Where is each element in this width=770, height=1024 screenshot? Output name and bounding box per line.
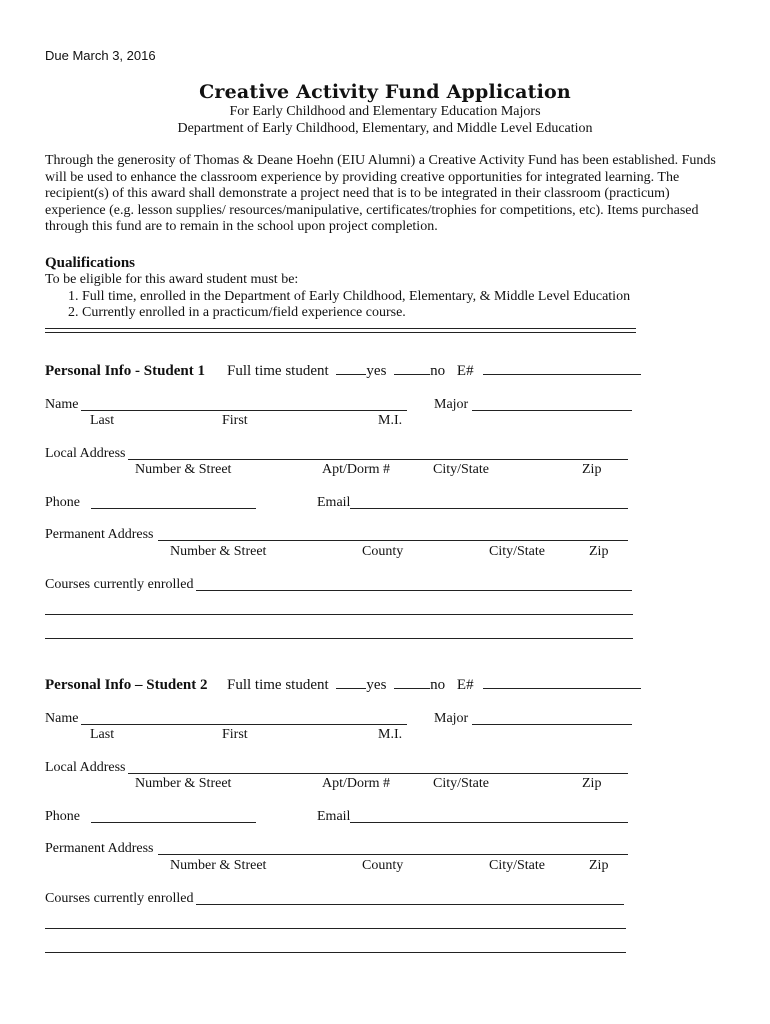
qualifications-heading: Qualifications [45,255,136,271]
e-number-field[interactable] [483,677,641,689]
full-time-label: Full time student [227,363,329,379]
last-caption: Last [90,413,115,428]
permanent-address-label: Permanent Address [45,841,154,856]
apt-caption: Apt/Dorm # [322,776,391,791]
subtitle-department: Department of Early Childhood, Elementary, and Middle Level Education [177,121,593,136]
full-time-label: Full time student [227,677,329,693]
full-time-yes-field[interactable] [336,363,366,375]
subtitle-majors: For Early Childhood and Elementary Education Majors [229,104,541,119]
local-address-label: Local Address [45,446,126,461]
number-street-caption: Number & Street [135,462,232,477]
email-field[interactable] [350,508,628,509]
local-address-field[interactable] [128,459,628,460]
major-label: Major [434,397,469,412]
phone-field[interactable] [91,508,256,509]
courses-label: Courses currently enrolled [45,891,194,906]
city-state-caption: City/State [489,544,545,559]
first-caption: First [222,727,248,742]
phone-label: Phone [45,495,80,510]
county-caption: County [362,858,404,873]
courses-field-line-2[interactable] [45,614,633,615]
major-field[interactable] [472,724,632,725]
e-number-label: E# [456,363,474,379]
local-address-field[interactable] [128,773,628,774]
name-field[interactable] [81,724,407,725]
phone-label: Phone [45,809,80,824]
courses-field-line-2[interactable] [45,928,626,929]
permanent-address-field[interactable] [158,540,628,541]
zip-caption: Zip [582,776,602,791]
zip-caption: Zip [589,858,609,873]
qualifications-lead: To be eligible for this award student must be: [45,272,299,287]
city-state-caption: City/State [489,858,545,873]
email-label: Email [317,495,351,510]
page-title: Creative Activity Fund Application [199,81,571,103]
number-street-caption: Number & Street [170,858,267,873]
full-time-row [227,677,641,694]
city-state-caption: City/State [433,776,489,791]
name-label: Name [45,711,79,726]
mi-caption: M.I. [378,413,403,428]
no-label: no [430,363,446,379]
courses-field-line-3[interactable] [45,952,626,953]
full-time-no-field[interactable] [394,363,430,375]
apt-caption: Apt/Dorm # [322,462,391,477]
local-address-label: Local Address [45,760,126,775]
email-label: Email [317,809,351,824]
name-label: Name [45,397,79,412]
no-label: no [430,677,446,693]
email-field[interactable] [350,822,628,823]
zip-caption: Zip [589,544,609,559]
permanent-address-field[interactable] [158,854,628,855]
permanent-address-label: Permanent Address [45,527,154,542]
courses-field[interactable] [196,904,624,905]
county-caption: County [362,544,404,559]
e-number-field[interactable] [483,363,641,375]
first-caption: First [222,413,248,428]
mi-caption: M.I. [378,727,403,742]
name-field[interactable] [81,410,407,411]
section-divider [45,328,636,333]
zip-caption: Zip [582,462,602,477]
full-time-no-field[interactable] [394,677,430,689]
student-heading: Personal Info - Student 1 [45,363,206,379]
intro-paragraph: Through the generosity of Thomas & Deane Hoehn (EIU Alumni) a Creative Activity Fund has been established. Funds will be used to enhance the classroom experience by providing creative opportunities for integrated learning. The recipient(s) of this award shall demonstrate a project need that is to be integrated in their classroom (practicum) experience (e.g. lesson supplies/ resources/manipulative, certificates/trophies for competitions, etc). Items purchased through this fund are to remain in the school upon project completion. [45,153,716,235]
major-label: Major [434,711,469,726]
last-caption: Last [90,727,115,742]
qualification-item-1: 1. Full time, enrolled in the Department of Early Childhood, Elementary, & Middle Level Education [68,289,631,304]
full-time-row [227,363,641,380]
yes-label: yes [366,363,387,379]
city-state-caption: City/State [433,462,489,477]
yes-label: yes [366,677,387,693]
due-date: Due March 3, 2016 [45,48,156,63]
phone-field[interactable] [91,822,256,823]
courses-field[interactable] [196,590,632,591]
number-street-caption: Number & Street [170,544,267,559]
courses-field-line-3[interactable] [45,638,633,639]
student-heading: Personal Info – Student 2 [45,677,208,693]
full-time-yes-field[interactable] [336,677,366,689]
courses-label: Courses currently enrolled [45,577,194,592]
qualification-item-2: 2. Currently enrolled in a practicum/field experience course. [68,305,406,320]
major-field[interactable] [472,410,632,411]
number-street-caption: Number & Street [135,776,232,791]
e-number-label: E# [456,677,474,693]
